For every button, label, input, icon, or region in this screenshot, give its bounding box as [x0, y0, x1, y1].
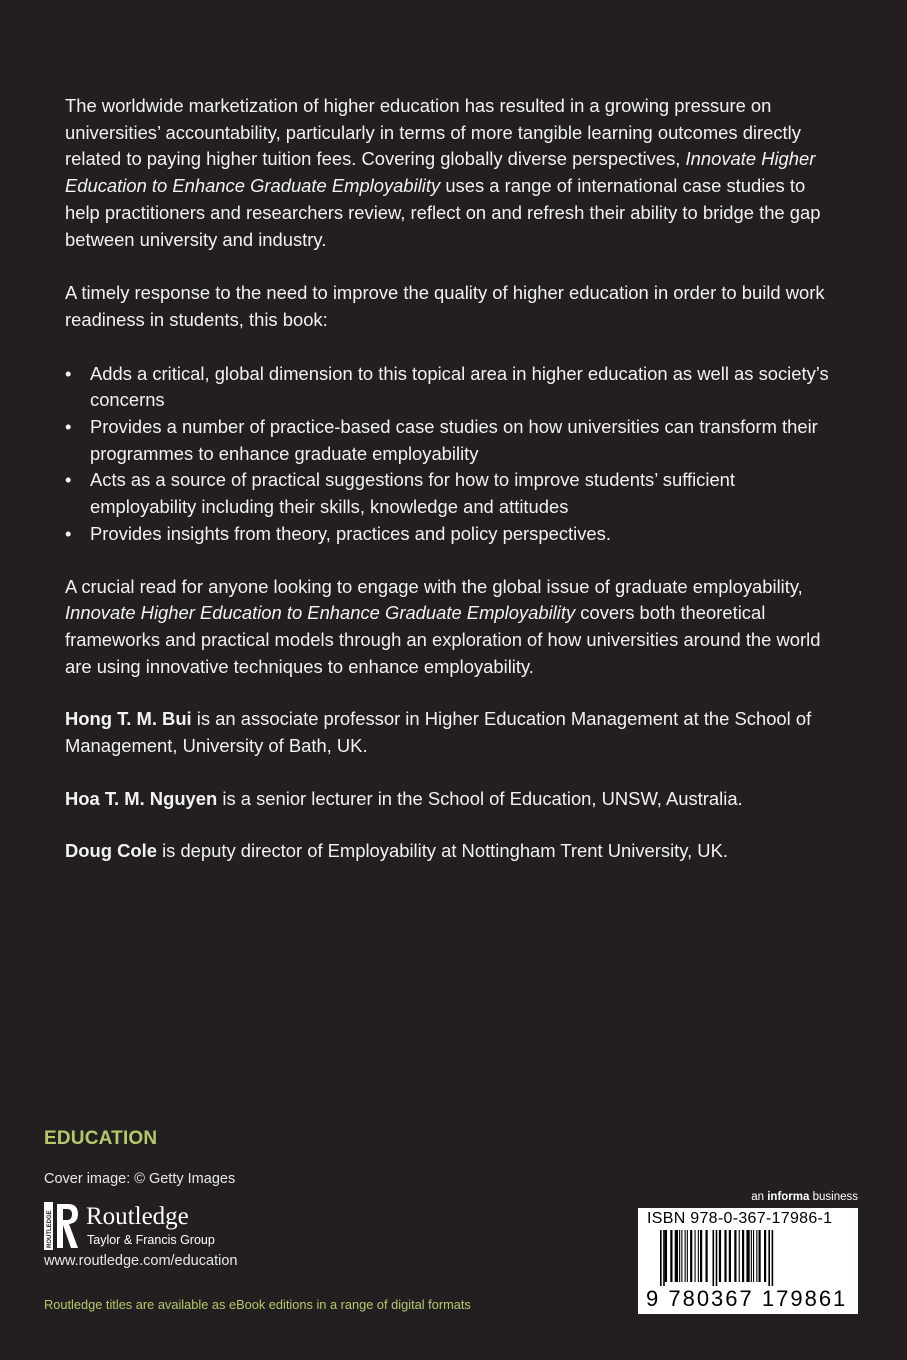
barcode-bar: [756, 1230, 757, 1282]
author-bio: Hong T. M. Bui is an associate professor in Higher Education Management at the School of Management, University of Bath, UK.: [65, 708, 812, 757]
publisher-logo: [44, 1202, 284, 1256]
feature-list: [65, 361, 845, 548]
barcode-bar: [764, 1230, 766, 1282]
barcode-bar: [700, 1230, 702, 1282]
barcode-bar: [719, 1230, 721, 1282]
subject-category: EDUCATION: [44, 1128, 158, 1149]
barcode-bar: [660, 1230, 662, 1292]
barcode-bar: [675, 1230, 678, 1282]
list-item: • Provides a number of practice-based case studies on how universities can transform their programmes to enhance graduate employability: [65, 414, 845, 467]
barcode-bar: [663, 1230, 665, 1292]
barcode-digits: 9 780367 179861: [646, 1286, 848, 1311]
barcode-bar: [768, 1230, 770, 1292]
book-title-italic: Innovate Higher Education to Enhance Graduate Employability: [65, 148, 816, 197]
barcode-bar: [695, 1230, 696, 1282]
cover-image-credit: Cover image: © Getty Images: [44, 1171, 236, 1187]
barcode-bar: [724, 1230, 726, 1282]
barcode-bar: [751, 1230, 752, 1282]
ebook-note: Routledge titles are available as eBook editions in a range of digital formats: [44, 1297, 471, 1312]
barcode-bar: [734, 1230, 736, 1282]
barcode-bar: [716, 1230, 718, 1292]
list-item: • Adds a critical, global dimension to this topical area in higher education as well as society’s concerns: [65, 361, 845, 414]
barcode-bar: [759, 1230, 761, 1282]
book-title-italic: Innovate Higher Education to Enhance Graduate Employability: [65, 602, 576, 624]
barcode-bar: [687, 1230, 688, 1282]
timely-paragraph: A timely response to the need to improve the quality of higher education in order to build work readiness in students, this book:: [65, 282, 825, 330]
publisher-name: Routledge: [86, 1203, 189, 1230]
author-bio: Hoa T. M. Nguyen is a senior lecturer in the School of Education, UNSW, Australia.: [65, 787, 743, 809]
barcode-bar: [670, 1230, 672, 1282]
intro-paragraph: The worldwide marketization of higher education has resulted in a growing pressure on universities’ accountability, particularly in terms of more tangible learning outcomes directly related to paying higher tuition fees. Covering globally diverse perspectives, Innovate Higher Education to Enhance Graduate Employability uses a range of international case studies to help practitioners and researchers review, reflect on and refresh their ability to bridge the gap between university and industry.: [65, 95, 821, 250]
list-item: • Provides insights from theory, practices and policy perspectives.: [65, 521, 845, 548]
barcode-bar: [685, 1230, 686, 1282]
barcode-bar: [706, 1230, 708, 1282]
barcode-bar: [739, 1230, 740, 1282]
author-bio: Doug Cole is deputy director of Employability at Nottingham Trent University, UK.: [65, 840, 728, 862]
isbn-barcode: [638, 1208, 858, 1314]
barcode-bar: [665, 1230, 667, 1282]
publisher-website[interactable]: www.routledge.com/education: [44, 1253, 238, 1269]
barcode-bar: [690, 1230, 692, 1282]
barcode-bar: [729, 1230, 731, 1282]
author-name: Hoa T. M. Nguyen: [65, 787, 218, 809]
barcode-bar: [746, 1230, 749, 1282]
publisher-group: Taylor & Francis Group: [87, 1233, 215, 1247]
author-name: Hong T. M. Bui: [65, 708, 192, 730]
isbn-label: ISBN 978-0-367-17986-1: [647, 1210, 833, 1227]
author-name: Doug Cole: [65, 840, 157, 862]
barcode-bar: [698, 1230, 699, 1282]
barcode-bar: [772, 1230, 774, 1292]
barcode-bar: [713, 1230, 715, 1292]
barcode-bar: [742, 1230, 744, 1282]
crucial-read-paragraph: A crucial read for anyone looking to engage with the global issue of graduate employability, Innovate Higher Education to Enhance Graduate Employability covers both theoretical frameworks and practical models through an exploration of how universities around the world are using innovative techniques to enhance employability.: [65, 575, 821, 677]
barcode-bar: [753, 1230, 754, 1282]
informa-tagline: an informa business: [751, 1191, 858, 1203]
list-item: • Acts as a source of practical suggestions for how to improve students’ sufficient employability including their skills, knowledge and attitudes: [65, 467, 845, 520]
routledge-logo-icon: [44, 1202, 80, 1250]
barcode-bar: [679, 1230, 680, 1282]
back-cover-blurb: [65, 93, 845, 865]
barcode-bar: [681, 1230, 682, 1282]
routledge-vertical-text: ROUTLEDGE: [47, 1210, 53, 1248]
